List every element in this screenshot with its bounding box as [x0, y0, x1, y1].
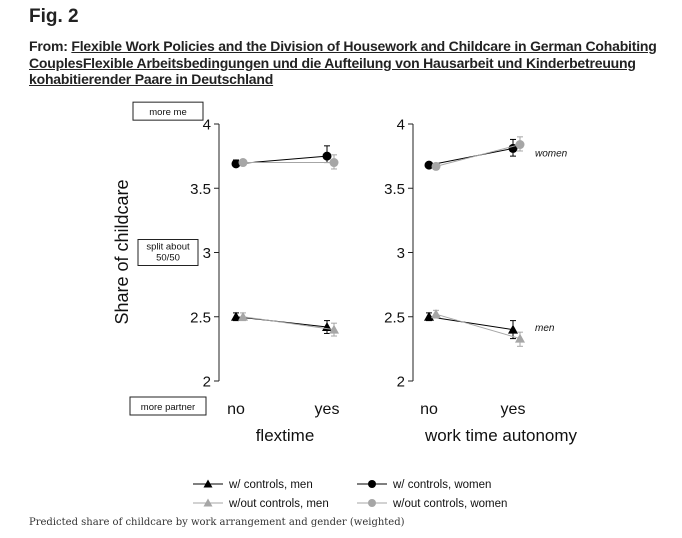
chart-panel-1: [190, 117, 339, 446]
y-axis-label: Share of childcare: [112, 179, 132, 325]
y-annotation-text: split about: [146, 241, 190, 253]
y-tick-label: 2: [202, 373, 211, 391]
y-annotation-text: more me: [149, 107, 187, 119]
y-tick-label: 4: [396, 116, 405, 134]
legend-label: w/out controls, men: [229, 498, 329, 510]
legend: [193, 479, 507, 510]
y-tick-label: 2.5: [384, 309, 405, 327]
y-tick-label: 3: [202, 245, 211, 262]
figure-label: Fig. 2: [29, 6, 79, 27]
x-tick-label: no: [420, 401, 438, 418]
from-prefix: From:: [29, 38, 72, 54]
series-annotation: men: [535, 323, 555, 335]
article-title-link[interactable]: Flexible Work Policies and the Division of Housework and Childcare in German Cohabiting CouplesFlexible Arbeitsbedingungen und die Aufteilung von Hausarbeit und Kinderbetreuung kohabitierender Paare in Deutschland: [29, 38, 657, 87]
y-tick-label: 4: [202, 116, 211, 134]
x-axis-label: work time autonomy: [424, 426, 578, 445]
data-point-circle: [323, 152, 332, 161]
y-annotation-text: 50/50: [156, 252, 180, 264]
legend-label: w/ controls, men: [229, 479, 313, 491]
legend-label: w/out controls, women: [393, 498, 508, 510]
data-point-circle: [330, 158, 339, 167]
legend-marker-circle: [368, 499, 376, 507]
y-annotation-text: more partner: [140, 402, 196, 413]
x-tick-label: yes: [500, 401, 526, 418]
data-point-triangle: [431, 309, 441, 318]
series-annotation: women: [535, 148, 568, 160]
data-point-triangle: [238, 312, 248, 321]
data-point-circle: [516, 140, 525, 149]
x-tick-label: no: [227, 401, 245, 418]
series-line: [436, 314, 520, 338]
chart-panel-2: [384, 117, 577, 446]
x-axis-label: flextime: [255, 426, 315, 445]
y-tick-label: 2.5: [190, 309, 211, 327]
y-tick-label: 3.5: [384, 180, 405, 198]
legend-label: w/ controls, women: [393, 479, 492, 491]
figure-caption: Predicted share of childcare by work arrangement and gender (weighted): [29, 517, 405, 528]
y-tick-label: 3: [396, 245, 405, 262]
data-point-circle: [432, 162, 441, 171]
x-tick-label: yes: [314, 401, 340, 418]
series-line: [429, 148, 513, 165]
data-point-circle: [239, 158, 248, 167]
series-line: [436, 145, 520, 167]
legend-marker-circle: [368, 480, 376, 488]
y-tick-label: 2: [396, 373, 405, 391]
y-tick-label: 3.5: [190, 180, 211, 198]
series-line: [243, 317, 334, 330]
series-line: [429, 317, 513, 330]
